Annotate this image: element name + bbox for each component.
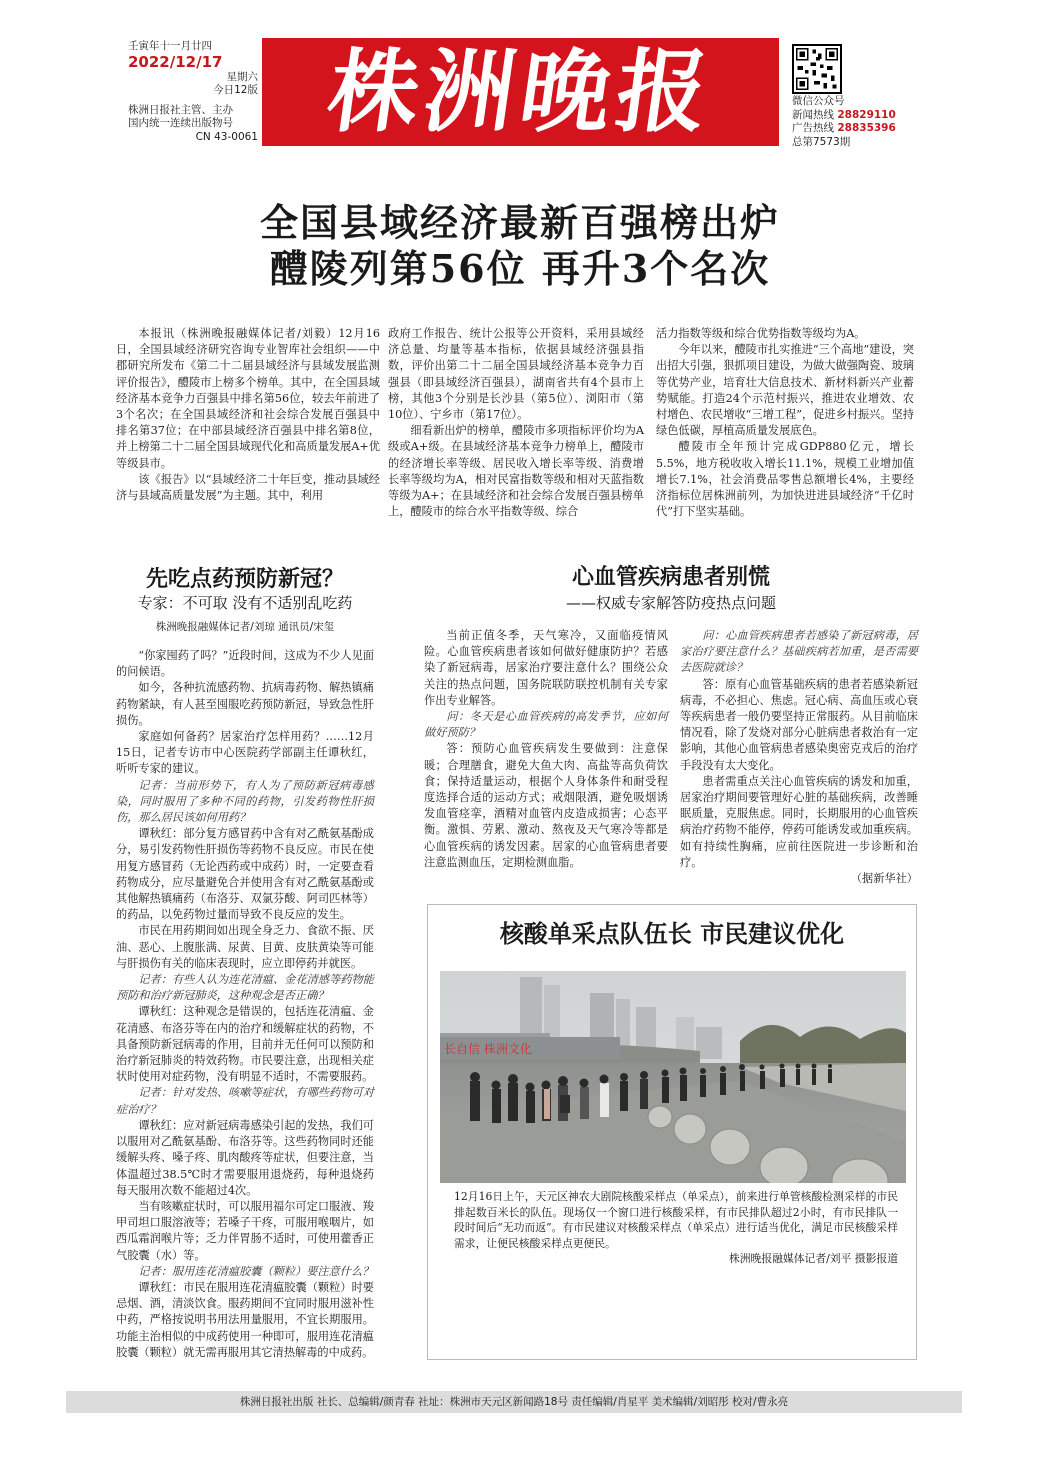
- ad-hotline-label: 广告热线: [792, 122, 834, 134]
- queue-photo: [440, 971, 906, 1183]
- paragraph: 本报讯（株洲晚报融媒体记者/刘毅）12月16日，全国县域经济研究咨询专业智库社会组织——中郡研究所发布《第二十二届县域经济与县域发展监测评价报告》，醴陵市上榜多个榜单。其中，在全国县域经济基本竞争力百强县中排名第56位，较去年前进了3个名次；在全国县域经济和社会综合发展百强县中排名第37位；在中部县域经济百强县中排名第8位，并上榜第二十二届全国县域现代化和高质量发展A+优等级县市。: [116, 327, 380, 470]
- page-count: 今日12版: [213, 84, 258, 96]
- paragraph: 醴陵市全年预计完成GDP880亿元，增长5.5%，地方税收收入增长11.1%，规模工业增加值增长7.1%，社会消费品零售总额增长4%，主要经济指标位居株洲前列，为加快进进县域经济“千亿时代”打下坚实基础。: [656, 440, 914, 519]
- headline-line-2: 醴陵列第56位 再升3个名次: [269, 246, 771, 291]
- article1-subtitle: 专家：不可取 没有不适别乱吃药: [137, 594, 353, 612]
- lead-article-col-3: [656, 326, 914, 520]
- article2-subtitle: ——权威专家解答防疫热点问题: [565, 594, 776, 612]
- paragraph: 该《报告》以“县域经济二十年巨变，推动县域经济与县域高质量发展”为主题。其中，利用: [116, 472, 380, 503]
- weekday: 星期六: [226, 70, 258, 83]
- lead-article-col-2: [388, 326, 644, 520]
- paragraph: 政府工作报告、统计公报等公开资料，采用县域经济总量、均量等基本指标，依据县域经济强县指数，评价出第二十二届全国县域经济基本竞争力百强县（即县域经济百强县），湖南省共有4个县市上榜，其他3个分别是长沙县（第5位）、浏阳市（第10位）、宁乡市（第17位）。: [388, 327, 644, 422]
- paragraph: 细看新出炉的榜单，醴陵市多项指标评价均为A级或A+级。在县域经济基本竞争力榜单上，醴陵市的经济增长率等级、居民收入增长率等级、消费增长率等级均为A，相对民富指数等级和相对天蓝指数等级为A+；在县域经济和社会综合发展百强县榜单上，醴陵市的综合水平指数等级、综合: [388, 424, 644, 519]
- logo-text: 株洲晚报: [321, 39, 720, 145]
- cn-number: CN 43-0061: [195, 130, 258, 143]
- ad-hotline-row: [792, 122, 932, 136]
- question: 记者：针对发热、咳嗽等症状，有哪些药物可对症治疗？: [116, 1086, 374, 1116]
- cn-label: 国内统一连续出版物号: [128, 117, 233, 129]
- main-headline: [100, 200, 940, 292]
- question: 记者：当前形势下，有人为了预防新冠病毒感染，同时服用了多种不同的药物，引发药物性肝损伤，那么居民该如何用药？: [116, 778, 374, 825]
- article2-title: 心血管疾病患者别慌: [571, 564, 770, 590]
- paragraph: 谭秋红：应对新冠病毒感染引起的发热，我们可以服用对乙酰氨基酚、布洛芬等。这些药物同时还能缓解头疼、嗓子疼、肌肉酸疼等症状，但要注意，当体温超过38.5℃时才需要服用退烧药，每种退烧药每天服用次数不能超过4次。: [116, 1118, 374, 1197]
- lunar-date: 壬寅年十一月廿四: [128, 40, 212, 52]
- news-hotline-label: 新闻热线: [792, 108, 834, 121]
- news-hotline: 28829110: [837, 108, 896, 121]
- newspaper-logo: [262, 38, 779, 146]
- paragraph: 答：原有心血管基础疾病的患者若感染新冠病毒，不必担心、焦虑。冠心病、高血压或心衰等疾病患者一般仍要坚持正常服药。从目前临床情况看，除了发烧对部分心脏病患者救治有一定影响，其他心血管病患者感染奥密克戎后的治疗手段没有太大变化。: [680, 677, 918, 772]
- qr-code-icon: [792, 44, 842, 94]
- paragraph: 谭秋红：部分复方感冒药中含有对乙酰氨基酚成分，易引发药物性肝损伤等药物不良反应。市民在使用复方感冒药（无论西药或中成药）时，一定要查看药物成分，应尽量避免合并使用含有对乙酰氨基酚或其他解热镇痛药（布洛芬、双氯芬酸、阿司匹林等）的药品，以免药物过量而导致不良反应的发生。: [116, 827, 374, 922]
- photo-credit: 株洲晚报融媒体记者/刘平 摄影报道: [728, 1252, 898, 1265]
- question: 记者：服用连花清瘟胶囊（颗粒）要注意什么？: [138, 1264, 374, 1278]
- publisher: 株洲日报社主管、主办: [128, 103, 233, 116]
- article1-byline: 株洲晚报融媒体记者/刘琼 通讯员/宋玺: [155, 621, 335, 633]
- paragraph: 当前正值冬季，天气寒冷，又面临疫情风险。心血管疾病患者该如何做好健康防护？若感染了新冠病毒，居家治疗要注意什么？围绕公众关注的热点问题，国务院联防联控机制有关专家作出专业解答。: [424, 629, 668, 707]
- question: 记者：有些人认为连花清瘟、金花清感等药物能预防和治疗新冠肺炎，这种观念是否正确？: [116, 973, 374, 1003]
- question: 问：冬天是心血管疾病的高发季节，应如何做好预防？: [424, 710, 668, 740]
- question: 问：心血管疾病患者若感染了新冠病毒，居家治疗要注意什么？基础疾病若加重，是否需要去医院就诊？: [680, 629, 918, 675]
- lead-article-col-1: [116, 326, 380, 504]
- paragraph: 市民在用药期间如出现全身乏力、食欲不振、厌油、恶心、上腹胀满、尿黄、目黄、皮肤黄染等可能与肝损伤有关的临床表现时，应立即停药并就医。: [116, 924, 374, 970]
- article1-body: [116, 648, 374, 1361]
- paragraph: “你家囤药了吗？”近段时间，这成为不少人见面的问候语。: [116, 649, 374, 679]
- paragraph: 家庭如何备药？居家治疗怎样用药？……12月15日，记者专访市中心医院药学部副主任谭秋红，听听专家的建议。: [116, 730, 374, 776]
- paragraph: 患者需重点关注心血管疾病的诱发和加重，居家治疗期间要管理好心脏的基础疾病，改善睡眠质量，克服焦虑。同时，长期服用的心血管疾病治疗药物不能停，停药可能诱发或加重疾病。如有持续性胸痛，应前往医院进一步诊断和治疗。: [680, 774, 918, 869]
- paragraph: 答：预防心血管疾病发生要做到：注意保暖；合理膳食，避免大鱼大肉、高盐等高负荷饮食；保持适量运动，根据个人身体条件和耐受程度选择合适的运动方式；戒烟限酒，避免吸烟诱发血管痉挛，酒精对血管内皮造成损害；心态平衡。激惧、劳累、激动、熬夜及天气寒冷等都是心血管疾病的诱发因素。居家的心血管病患者要注意监测血压，定期检测血脂。: [424, 742, 668, 869]
- photo-sign-text: 长自信 株洲文化: [444, 1042, 532, 1056]
- article2-col-right: [680, 628, 918, 887]
- footer-bar: 株洲日报社出版 社长、总编辑/颜青春 社址：株洲市天元区新闻路18号 责任编辑/肖星平 美术编辑/刘昭彤 校对/曹永亮: [66, 1391, 962, 1413]
- caption-text: 12月16日上午，天元区神农大剧院核酸采样点（单采点），前来进行单管核酸检测采样的市民排起数百米长的队伍。现场仅一个窗口进行核酸采样，有市民排队超过2小时，有市民排队一段时间后“无功而返”。有市民建议对核酸采样点（单采点）进行适当优化，满足市民核酸采样需求，让便民核酸采样点更便民。: [454, 1190, 898, 1250]
- masthead-info-right: [792, 95, 932, 149]
- headline-line-1: 全国县域经济最新百强榜出炉: [259, 200, 780, 245]
- paragraph: 当有咳嗽症状时，可以服用福尔可定口服液、羧甲司坦口服溶液等；若嗓子干疼，可服用喉咽片，如西瓜霜润喉片等；乏力伴胃肠不适时，可使用藿香正气胶囊（水）等。: [116, 1199, 374, 1262]
- article2-col-left: [424, 628, 668, 871]
- issue-number: 总第7573期: [792, 135, 851, 148]
- paragraph: 谭秋红：市民在服用连花清瘟胶囊（颗粒）时要忌烟、酒，清淡饮食。服药期间不宜同时服用滋补性中药，严格按说明书用法用量服用，不宜长期服用。功能主治相似的中成药使用一种即可，服用连花清瘟胶囊（颗粒）就无需再服用其它清热解毒的中成药。: [116, 1280, 374, 1359]
- issue-date: 2022/12/17: [128, 52, 223, 71]
- wechat-label: 微信公众号: [792, 95, 845, 107]
- article2-credit: （据新华社）: [850, 872, 918, 886]
- paragraph: 谭秋红：这种观念是错误的，包括连花清瘟、金花清感、布洛芬等在内的治疗和缓解症状的药物，不具备预防新冠病毒的作用，目前并无任何可以预防和治疗新冠肺炎的特效药物。市民要注意，出现相关症状时使用对症药物，没有明显不适时，不需要服药。: [116, 1005, 374, 1084]
- paragraph: 如今，各种抗流感药物、抗病毒药物、解热镇痛药物紧缺，有人甚至囤服吃药预防新冠，导致急性肝损伤。: [116, 681, 374, 727]
- paragraph: 今年以来，醴陵市扎实推进“三个高地”建设，突出招大引强，狠抓项目建设，为做大做强陶瓷、玻璃等优势产业，培育壮大信息技术、新材料新兴产业蓄势赋能。打造24个示范村振兴，推进农业增效、农村增色、农民增收“三增工程”，促进乡村振兴。坚持绿色低碳，厚植高质量发展底色。: [656, 343, 914, 438]
- article1-title: 先吃点药预防新冠？: [145, 566, 344, 592]
- photo-title: 核酸单采点队伍长 市民建议优化: [499, 919, 845, 948]
- ad-hotline: 28835396: [837, 122, 896, 134]
- paragraph: 活力指数等级和综合优势指数等级均为A。: [656, 327, 866, 340]
- photo-story: [427, 904, 917, 1360]
- masthead-info-left: [128, 40, 258, 144]
- photo-caption: [454, 1189, 898, 1267]
- news-hotline-row: [792, 109, 932, 123]
